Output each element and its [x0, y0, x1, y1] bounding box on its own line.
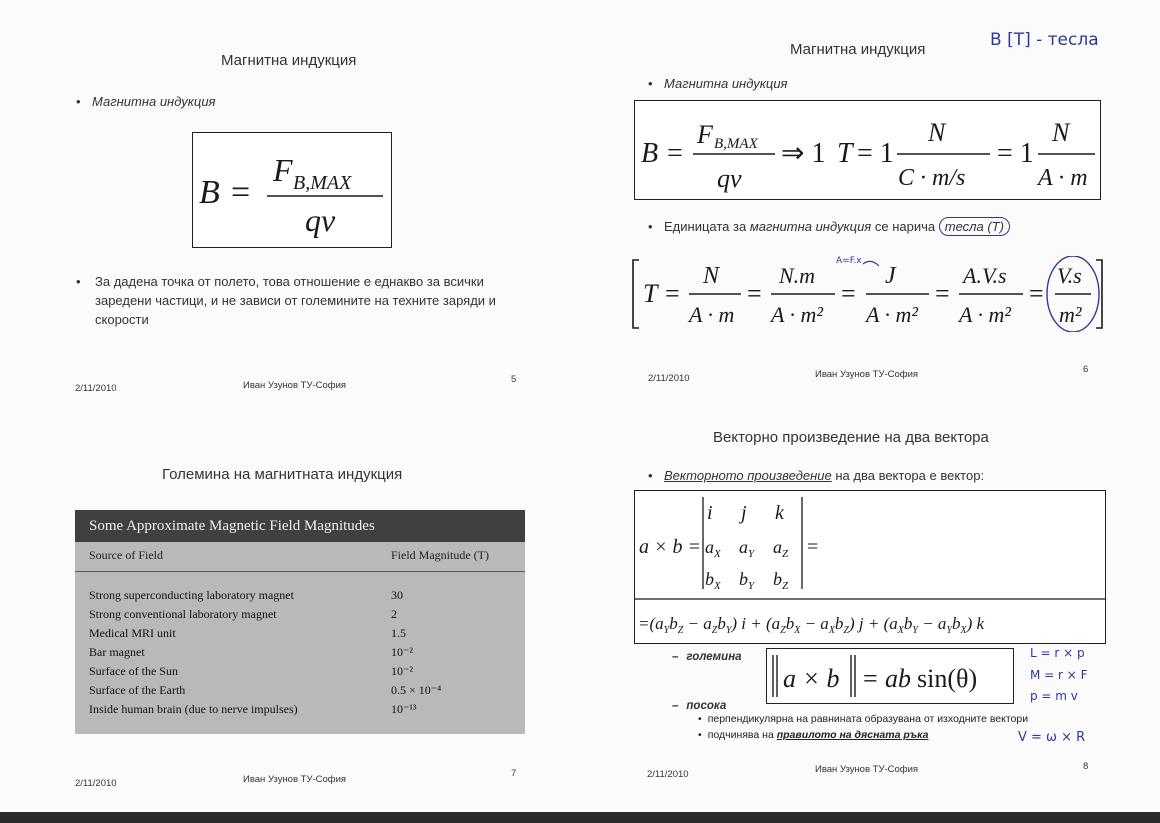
- bullet-text: Магнитна индукция: [664, 76, 788, 91]
- formula-tesla-definition: [635, 101, 1100, 199]
- column-header-magnitude: Field Magnitude (T): [391, 548, 489, 562]
- svg-text:=(aYbZ − aZbY) i + (aZbX − aXb: $=(a_Yb_Z - a_Zb_Y) i + (a_Zb_X - a_Xb_Z) j + (a_Xb_Y - a_Yb_X)$ k: [638, 614, 985, 636]
- table-cell-value: 30: [391, 588, 403, 602]
- svg-text:F: F: [697, 120, 713, 149]
- bullet-text-italic: магнитна индукция: [749, 219, 872, 234]
- table-cell-source: Medical MRI unit: [89, 626, 176, 640]
- bullet-text: Магнитна индукция: [92, 94, 216, 109]
- svg-text:aY: $a_Y$: [739, 537, 755, 560]
- svg-text:T: T: [837, 138, 853, 169]
- slide-6-bullet-2: • Единицата за магнитна индукция се нарича тесла (Т): [648, 219, 1010, 234]
- svg-text:j: j: [741, 502, 747, 524]
- svg-text:A · m²: A · m²: [771, 302, 824, 327]
- handwritten-tesla-note: B [T] - тесла: [990, 30, 1099, 50]
- slide-6-date: 2/11/2010: [648, 373, 690, 384]
- bullet-text-mid: се нарича: [871, 219, 939, 234]
- svg-text:N.m: N.m: [779, 263, 816, 288]
- formula-box-magnitude: [766, 648, 1014, 704]
- svg-text:A · m²: A · m²: [866, 302, 919, 327]
- svg-text:F: F: [273, 152, 293, 188]
- table-cell-value: 10⁻²: [391, 664, 413, 678]
- table-body: [75, 572, 525, 719]
- direction-label: – посока: [672, 700, 727, 712]
- slide-6-bullet-1: • Магнитна индукция: [648, 76, 788, 91]
- slide-6-title: Магнитна индукция: [790, 41, 926, 58]
- table-cell-source: Bar magnet: [89, 645, 145, 659]
- table-title: Some Approximate Magnetic Field Magnitudes: [75, 510, 525, 542]
- table-cell-value: 1.5: [391, 626, 406, 640]
- svg-text:ab: ab: [885, 664, 911, 693]
- handwritten-work-formula: A=F.x: [836, 256, 862, 266]
- slide-5-page-number: 5: [511, 374, 517, 385]
- handwritten-torque: M = r × F: [1030, 668, 1088, 682]
- slide-5-date: 2/11/2010: [75, 383, 117, 394]
- slide-6-author: Иван Узунов ТУ-София: [815, 369, 919, 380]
- svg-text:N: N: [1052, 118, 1070, 147]
- sub-bullet-text-prefix: подчинява на: [707, 729, 777, 741]
- slide-7-author: Иван Узунов ТУ-София: [243, 774, 347, 785]
- svg-text:B: B: [199, 174, 220, 211]
- svg-text:a × b: a × b: [783, 664, 840, 693]
- svg-text:A · m: A · m: [689, 302, 735, 327]
- formula-cross-product-magnitude: [767, 649, 1013, 703]
- svg-text:i: i: [707, 502, 713, 524]
- svg-text:=: =: [841, 279, 856, 308]
- slide-7-page-number: 7: [511, 768, 517, 779]
- table-cell-source: Strong conventional laboratory magnet: [89, 607, 277, 621]
- magnitude-label: – големина: [672, 651, 742, 663]
- table-row: [75, 605, 525, 624]
- svg-text:B: B: [641, 138, 659, 169]
- svg-text:C · m/s: C · m/s: [898, 165, 966, 191]
- svg-text:bZ: $b_Z$: [773, 569, 789, 592]
- svg-text:V.s: V.s: [1057, 263, 1082, 288]
- svg-text:= 1: = 1: [857, 138, 894, 169]
- column-header-source: Source of Field: [89, 548, 163, 562]
- svg-text:N: N: [928, 118, 946, 147]
- svg-text:B,MAX: B,MAX: [293, 172, 352, 194]
- svg-text:qv: qv: [305, 202, 336, 238]
- handwritten-angular-momentum: L = r × p: [1030, 646, 1085, 660]
- table-cell-value: 10⁻¹³: [391, 702, 417, 716]
- bullet-text: За дадена точка от полето, това отношение е еднакво за всички заредени частици, и не зависи от големините на техните заряди и скорости: [95, 274, 496, 327]
- svg-text:J: J: [885, 263, 896, 289]
- svg-text:=: =: [807, 536, 819, 558]
- handwritten-momentum: p = m v: [1030, 689, 1078, 703]
- svg-text:⇒ 1: ⇒ 1: [781, 138, 826, 169]
- svg-text:A · m²: A · m²: [959, 302, 1012, 327]
- table-cell-source: Surface of the Earth: [89, 683, 186, 697]
- svg-text:aZ: $a_Z$: [773, 537, 789, 560]
- slide-5-bullet-1: • Магнитна индукция: [76, 94, 216, 109]
- table-row: [75, 643, 525, 662]
- tesla-unit-circled: тесла (Т): [939, 217, 1010, 236]
- formula-tesla-units: [631, 256, 1106, 332]
- svg-text:=: =: [747, 279, 762, 308]
- slide-7-title: Големина на магнитната индукция: [162, 466, 403, 483]
- svg-text:bX: $b_X$: [705, 569, 721, 592]
- svg-text:bY: $b_Y$: [739, 569, 755, 592]
- slide-8-bullet-1: • Векторното произведение на два вектора е вектор:: [648, 468, 985, 483]
- formula-box-tesla-definition: [634, 100, 1101, 200]
- svg-text:qv: qv: [717, 164, 742, 193]
- table-cell-source: Surface of the Sun: [89, 664, 178, 678]
- direction-label-text: посока: [686, 700, 727, 712]
- slide-7-date: 2/11/2010: [75, 778, 117, 789]
- svg-text:a × b =: a × b =: [639, 536, 701, 558]
- svg-text:k: k: [775, 502, 784, 524]
- slide-5-title: Магнитна индукция: [221, 52, 357, 69]
- svg-text:A.V.s: A.V.s: [963, 263, 1007, 288]
- svg-text:B,MAX: B,MAX: [714, 136, 758, 152]
- slide-5-bullet-2: • За дадена точка от полето, това отношение е еднакво за всички заредени частици, и не зависи от големините на техните заряди и скорости: [76, 272, 526, 329]
- table-header-row: [75, 542, 525, 572]
- sub-bullet-text: перпендикулярна на равнината образувана от изходните вектори: [707, 713, 1029, 725]
- table-cell-source: Inside human brain (due to nerve impulses): [89, 702, 298, 716]
- svg-text:= 1: = 1: [997, 138, 1034, 169]
- direction-sub-bullet-1: • перпендикулярна на равнината образувана от изходните вектори: [698, 713, 1029, 725]
- formula-tesla-units-svg: [631, 256, 1106, 332]
- direction-sub-bullet-2: • подчинява на правилото на дясната ръка: [698, 729, 929, 741]
- formula-b-equals-f-over-qv: [193, 133, 391, 247]
- svg-text:A · m: A · m: [1038, 165, 1088, 191]
- svg-text:aX: $a_X$: [705, 537, 721, 560]
- table-row: [75, 700, 525, 719]
- formula-box-b: [192, 132, 392, 248]
- svg-text:=: =: [1029, 279, 1044, 308]
- handwritten-velocity: V = ω × R: [1018, 730, 1086, 745]
- scan-bottom-edge: [0, 812, 1160, 823]
- table-row: [75, 662, 525, 681]
- slide-5-author: Иван Узунов ТУ-София: [243, 380, 347, 391]
- magnetic-field-magnitudes-table: [75, 510, 525, 734]
- svg-text:=: =: [665, 279, 680, 308]
- svg-text:sin(θ): sin(θ): [917, 664, 978, 693]
- bullet-text-prefix: Единицата за: [664, 219, 750, 234]
- formula-cross-product-determinant: [635, 491, 1105, 643]
- svg-text:=: =: [231, 174, 251, 211]
- formula-box-cross-product: [634, 490, 1106, 644]
- slide-6-page-number: 6: [1083, 364, 1089, 375]
- svg-text:N: N: [703, 263, 720, 289]
- table-row: [75, 624, 525, 643]
- svg-text:T: T: [643, 279, 658, 308]
- bullet-text-italic: Векторното произведение: [664, 468, 832, 483]
- table-cell-value: 10⁻²: [391, 645, 413, 659]
- table-row: [75, 586, 525, 605]
- svg-text:m²: m²: [1059, 302, 1082, 327]
- right-hand-rule-text: правилото на дясната ръка: [776, 729, 929, 741]
- table-row: [75, 681, 525, 700]
- svg-text:=: =: [667, 138, 683, 169]
- svg-text:=: =: [863, 664, 878, 693]
- slide-8-page-number: 8: [1083, 761, 1089, 772]
- slide-8-date: 2/11/2010: [647, 769, 689, 780]
- svg-text:=: =: [935, 279, 950, 308]
- table-cell-source: Strong superconducting laboratory magnet: [89, 588, 294, 602]
- table-cell-value: 2: [391, 607, 397, 621]
- bullet-text-rest: на два вектора е вектор:: [831, 468, 985, 483]
- table-cell-value: 0.5 × 10⁻⁴: [391, 683, 442, 697]
- slide-8-title: Векторно произведение на два вектора: [713, 429, 989, 446]
- magnitude-label-text: големина: [686, 651, 742, 663]
- slide-8-author: Иван Узунов ТУ-София: [815, 764, 919, 775]
